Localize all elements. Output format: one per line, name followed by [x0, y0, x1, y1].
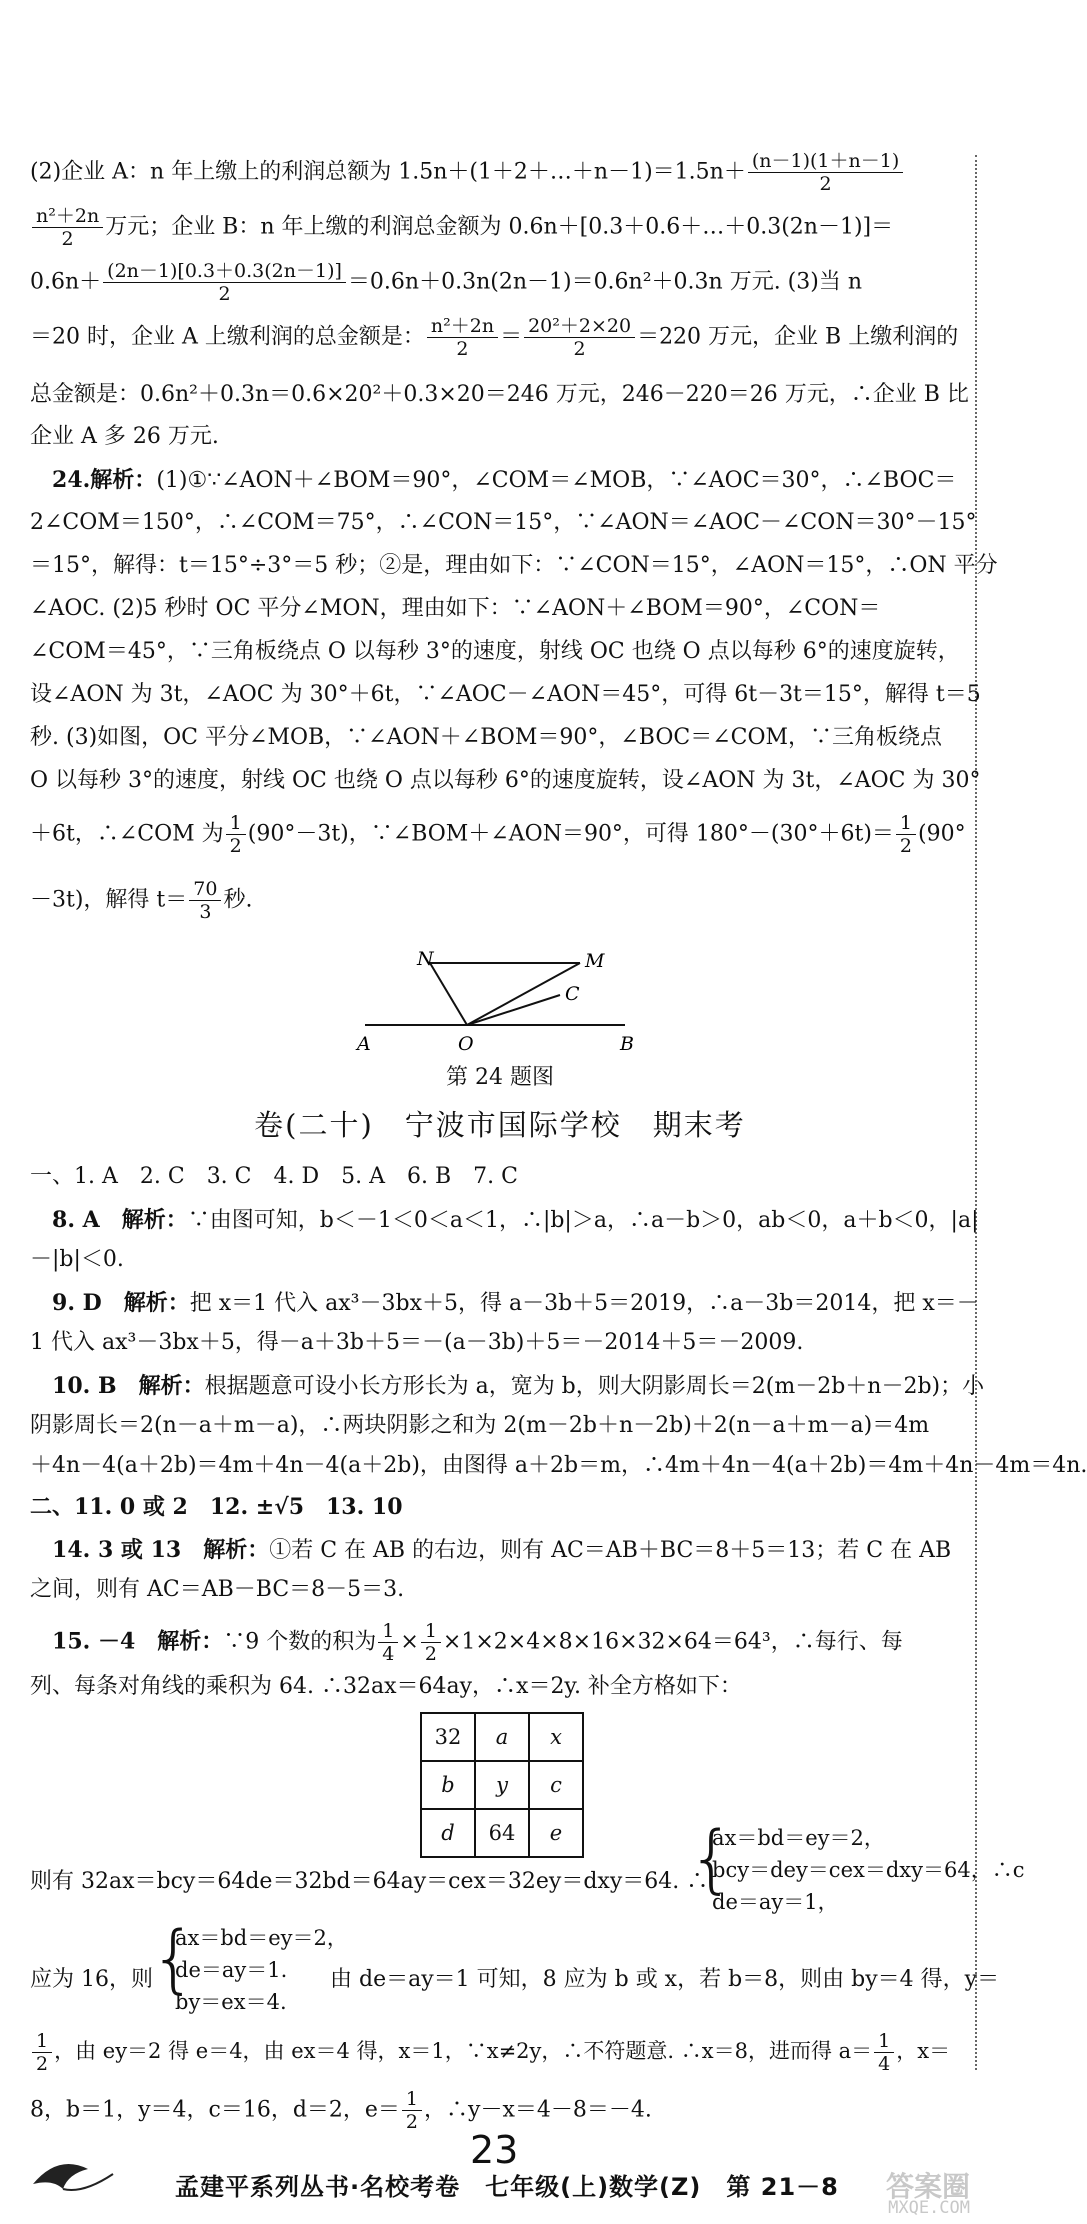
- text-line: 列、每条对角线的乘积为 64. ∴32ax＝64ay，∴x＝2y. 补全方格如下：: [30, 1674, 742, 1699]
- analysis-label: 解析：: [123, 1290, 190, 1316]
- fraction: $\frac{(2n-1)[0.3+0.3(2n-1)]}{2}$: [103, 260, 346, 305]
- text-line: ＝20 时，企业 A 上缴利润的总金额是： $\frac{\text{n²＋2n}}{2}$ ＝ $\frac{\text{20²＋2×20}}{2}$ ＝220 万元，企业 B 上缴利润的: [30, 315, 959, 360]
- analysis-label: 解析：: [90, 467, 157, 493]
- fraction: $\frac{70}{3}$: [189, 878, 221, 923]
- text-line: 总金额是：0.6n²＋0.3n＝0.6×20²＋0.3×20＝246 万元，246－220＝26 万元，∴企业 B 比: [30, 382, 969, 407]
- grid-cell: b: [421, 1761, 475, 1809]
- text-line: 2∠COM＝150°，∴∠COM＝75°，∴∠CON＝15°，∵∠AON＝∠AOC－∠CON＝30°－15°: [30, 510, 977, 535]
- text: ，由 ey＝2 得 e＝4，由 ex＝4 得，x＝1，∵x≠2y，∴不符题意. ∴x＝8，进而得 a＝: [54, 2039, 873, 2063]
- magic-square-grid: [420, 1712, 584, 1858]
- fill-answers: 二、11. 0 或 2 12. ±√5 13. 10: [30, 1494, 403, 1520]
- equation: de＝ay＝1.: [175, 1958, 288, 1982]
- fraction: $\frac{1}{4}$: [378, 1620, 398, 1665]
- text-line: [30, 812, 965, 857]
- swallow-logo-icon: [28, 2144, 118, 2199]
- text-line: ∠AOC. (2)5 秒时 OC 平分∠MON，理由如下：∵∠AON＋∠BOM＝90°，∠CON＝: [30, 596, 881, 621]
- analysis-label: 解析：: [203, 1537, 270, 1563]
- text: ，∴y－x＝4－8＝－4.: [424, 2097, 652, 2123]
- figure-caption: 第 24 题图: [446, 1065, 554, 1090]
- text-line: ＋4n－4(a＋2b)＝4m＋4n－4(a＋2b)，由图得 a＋2b＝m，∴4m＋4n－4(a＋2b)＝4m＋4n－4m＝4n.: [30, 1453, 1087, 1478]
- text-line: ∠COM＝45°，∵三角板绕点 O 以每秒 3°的速度，射线 OC 也绕 O 点以每秒 6°的速度旋转，: [30, 639, 960, 664]
- text: 根据题意可设小长方形长为 a，宽为 b，则大阴影周长＝2(m－2b＋n－2b)；小: [204, 1374, 985, 1399]
- text: ①若 C 在 AB 的右边，则有 AC＝AB＋BC＝8＋5＝13；若 C 在 AB: [269, 1538, 952, 1563]
- text-line: O 以每秒 3°的速度，射线 OC 也绕 O 点以每秒 6°的速度旋转，设∠AON 为 3t，∠AOC 为 30°: [30, 768, 981, 793]
- label-a: A: [357, 1033, 371, 1055]
- analysis-label: 解析：: [157, 1628, 224, 1655]
- equation-system-b: [175, 1922, 348, 2018]
- q24-line: [30, 465, 965, 496]
- grid-cell: y: [475, 1761, 529, 1809]
- section-title: 卷(二十) 宁波市国际学校 期末考: [254, 1108, 746, 1142]
- question-number: 15. －4: [52, 1628, 136, 1655]
- text-line: 应为 16，则: [30, 1967, 153, 1992]
- fraction: $\frac{1}{2}$: [32, 2030, 52, 2075]
- label-b: B: [620, 1033, 634, 1055]
- handwritten-page-number: 23: [470, 2128, 519, 2172]
- text: (90°: [918, 821, 966, 847]
- text-line: [30, 150, 965, 195]
- brace: {: [150, 1916, 198, 2002]
- label-c: C: [565, 983, 580, 1005]
- text: ∵9 个数的积为: [223, 1629, 377, 1655]
- text-line: 秒. (3)如图，OC 平分∠MOB，∵∠AON＋∠BOM＝90°，∠BOC＝∠COM，∵三角板绕点: [30, 725, 943, 750]
- text-line: 由 de＝ay＝1 可知，8 应为 b 或 x，若 b＝8，则由 by＝4 得，y＝: [330, 1967, 1000, 1992]
- text: 把 x＝1 代入 ax³－3bx＋5，得 a－3b＋5＝2019，∴a－3b＝2014，把 x＝－: [189, 1291, 979, 1316]
- mc-answers: 一、1. A 2. C 3. C 4. D 5. A 6. B 7. C: [30, 1164, 518, 1189]
- fraction: $\frac{1}{2}$: [402, 2088, 422, 2133]
- question-number: 9. D: [52, 1290, 102, 1316]
- q14-line: [30, 1535, 965, 1566]
- fraction: $\frac{1}{2}$: [421, 1620, 441, 1665]
- q15-line: 15. －4 解析：∵9 个数的积为 $\frac{1}{4}$ × $\frac{1}{2}$ ×1×2×4×8×16×32×64＝64³，∴每行、每: [52, 1620, 903, 1665]
- equation: ax＝bd＝ey＝2，: [712, 1826, 885, 1850]
- fraction: $\frac{1}{2}$: [226, 812, 246, 857]
- text-line: 阴影周长＝2(n－a＋m－a)，∴两块阴影之和为 2(m－2b＋n－2b)＋2(n－a＋m－a)＝4m: [30, 1413, 930, 1438]
- text-line: ＝15°，解得：t＝15°÷3°＝5 秒；②是，理由如下：∵∠CON＝15°，∠AON＝15°，∴ON 平分: [30, 553, 998, 578]
- watermark-url: MXQE.COM: [888, 2198, 970, 2218]
- grid-cell: c: [529, 1761, 583, 1809]
- equation-system-a: [712, 1822, 1024, 1918]
- grid-cell: d: [421, 1809, 475, 1857]
- watermark-logo: 答案圈: [885, 2170, 970, 2203]
- equation: by＝ex＝4.: [175, 1990, 287, 2014]
- ray-om: [467, 963, 580, 1025]
- text: ＝220 万元，企业 B 上缴利润的: [637, 324, 959, 350]
- footer-text: 孟建平系列丛书·名校考卷 七年级(上)数学(Z) 第 21－8: [175, 2173, 839, 2201]
- text-line: 之间，则有 AC＝AB－BC＝8－5＝3.: [30, 1577, 405, 1602]
- fraction: $\frac{\text{n²＋2n}}{2}$: [427, 315, 498, 360]
- text: 0.6n＋: [30, 269, 102, 295]
- grid-cell: 32: [421, 1713, 475, 1761]
- text: －3t)，解得 t＝: [30, 887, 188, 913]
- text: 秒.: [223, 887, 253, 913]
- figure-24-diagram: [355, 945, 645, 1060]
- text: ＝0.6n＋0.3n(2n－1)＝0.6n²＋0.3n 万元. (3)当 n: [347, 269, 863, 295]
- text: (90°－3t)，∵∠BOM＋∠AON＝90°，可得 180°－(30°＋6t)＝: [247, 821, 894, 847]
- text-line: 则有 32ax＝bcy＝64de＝32bd＝64ay＝cex＝32ey＝dxy＝64. ∴: [30, 1869, 709, 1894]
- text-line: [30, 878, 965, 923]
- text-line: 设∠AON 为 3t，∠AOC 为 30°＋6t，∵∠AOC－∠AON＝45°，可得 6t－3t＝15°，解得 t＝5: [30, 682, 981, 707]
- analysis-label: 解析：: [121, 1207, 188, 1233]
- grid-row: [421, 1761, 583, 1809]
- equation: ax＝bd＝ey＝2，: [175, 1926, 348, 1950]
- fraction: $\frac{1}{4}$: [874, 2030, 894, 2075]
- grid-row: [421, 1713, 583, 1761]
- grid-cell: x: [529, 1713, 583, 1761]
- brace: {: [688, 1816, 736, 1902]
- grid-cell: e: [529, 1809, 583, 1857]
- question-number: 8. A: [52, 1207, 100, 1233]
- text: ＝20 时，企业 A 上缴利润的总金额是：: [30, 324, 425, 350]
- question-number: 24.: [52, 467, 91, 493]
- question-number: 10. B: [52, 1373, 117, 1399]
- ray-on: [430, 963, 467, 1025]
- label-m: M: [585, 950, 605, 972]
- text-line: [30, 260, 965, 305]
- grid-row: [421, 1809, 583, 1857]
- text: 万元；企业 B：n 年上缴的利润总金额为 0.6n＋[0.3＋0.6＋…＋0.3(2n－1)]＝: [105, 214, 894, 240]
- text: (2)企业 A：n 年上缴上的利润总额为 1.5n＋(1＋2＋…＋n－1)＝1.5n＋: [30, 159, 746, 185]
- q9-line: [30, 1288, 979, 1319]
- text-line: 企业 A 多 26 万元.: [30, 424, 219, 449]
- q8-line: [30, 1205, 979, 1236]
- text-line: $\frac{1}{2}$ ，由 ey＝2 得 e＝4，由 ex＝4 得，x＝1，∵x≠2y，∴不符题意. ∴x＝8，进而得 a＝ $\frac{1}{4}$ ，x＝: [30, 2030, 965, 2075]
- text-line: 1 代入 ax³－3bx＋5，得－a＋3b＋5＝－(a－3b)＋5＝－2014＋5＝－2009.: [30, 1330, 804, 1355]
- text-line: [30, 205, 965, 250]
- fraction: $\frac{1}{2}$: [896, 812, 916, 857]
- fraction: $\frac{\text{n²＋2n}}{2}$: [32, 205, 103, 250]
- equation: bcy＝dey＝cex＝dxy＝64，∴c: [712, 1858, 1025, 1882]
- text-line: [30, 2088, 965, 2133]
- q10-line: [30, 1371, 985, 1402]
- grid-cell: 64: [475, 1809, 529, 1857]
- text-line: －|b|＜0.: [30, 1247, 124, 1272]
- question-number: 14. 3 或 13: [52, 1537, 182, 1563]
- text: ∵由图可知，b＜－1＜0＜a＜1，∴|b|＞a，∴a－b＞0，ab＜0，a＋b＜0，|a|: [187, 1208, 979, 1233]
- grid-cell: a: [475, 1713, 529, 1761]
- fraction: $\frac{\text{20²＋2×20}}{2}$: [524, 315, 635, 360]
- text: ×1×2×4×8×16×32×64＝64³，∴每行、每: [442, 1629, 903, 1655]
- text: 8，b＝1，y＝4，c＝16，d＝2，e＝: [30, 2097, 400, 2123]
- label-o: O: [458, 1033, 474, 1055]
- label-n: N: [417, 948, 434, 970]
- text: ＋6t，∴∠COM 为: [30, 821, 224, 847]
- equation: de＝ay＝1，: [712, 1890, 839, 1914]
- analysis-label: 解析：: [138, 1373, 205, 1399]
- fraction: $\frac{(n-1)(1+n-1)}{2}$: [748, 150, 903, 195]
- text: (1)①∵∠AON＋∠BOM＝90°，∠COM＝∠MOB，∵∠AOC＝30°，∴∠BOC＝: [156, 468, 957, 493]
